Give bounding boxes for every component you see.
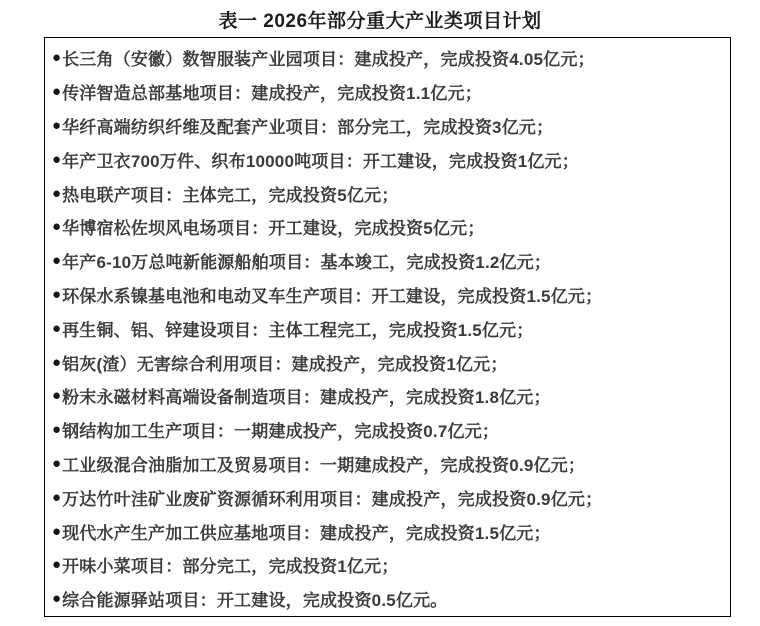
bullet-icon: ● (52, 454, 62, 472)
bullet-icon: ● (52, 522, 62, 540)
project-item (52, 582, 726, 616)
bullet-icon: ● (52, 590, 62, 608)
project-item (52, 548, 726, 582)
project-item (52, 142, 726, 176)
project-item (52, 109, 726, 143)
project-item-text: 现代水产生产加工供应基地项目：建成投产，完成投资1.5亿元； (62, 523, 551, 543)
project-item-text: 再生铜、铝、锌建设项目：主体工程完工，完成投资1.5亿元； (62, 320, 534, 340)
project-item-text: 万达竹叶洼矿业废矿资源循环利用项目：建成投产，完成投资0.9亿元； (62, 489, 603, 509)
bullet-icon: ● (52, 116, 62, 134)
bullet-icon: ● (52, 353, 62, 371)
project-item (52, 379, 726, 413)
project-item (52, 244, 726, 278)
project-item-text: 华博宿松佐坝风电场项目：开工建设，完成投资5亿元； (62, 219, 485, 239)
project-item-text: 传洋智造总部基地项目：建成投产，完成投资1.1亿元； (62, 84, 482, 104)
bullet-icon: ● (52, 556, 62, 574)
project-item (52, 278, 726, 312)
bullet-icon: ● (52, 488, 62, 506)
bullet-icon: ● (52, 285, 62, 303)
project-item-text: 开味小菜项目：部分完工，完成投资1亿元； (62, 557, 399, 577)
project-item (52, 75, 726, 109)
bullet-icon: ● (52, 150, 62, 168)
project-item-text: 年产卫衣700万件、织布10000吨项目：开工建设，完成投资1亿元； (62, 151, 579, 171)
project-item-text: 华纤高端纺织纤维及配套产业项目：部分完工，完成投资3亿元； (62, 117, 554, 137)
project-item (52, 311, 726, 345)
bullet-icon: ● (52, 83, 62, 101)
project-item (52, 41, 726, 75)
table-title: 表一 2026年部分重大产业类项目计划 (218, 11, 542, 32)
bullet-icon: ● (52, 319, 62, 337)
project-item (52, 514, 726, 548)
project-item-text: 长三角（安徽）数智服装产业园项目：建成投产，完成投资4.05亿元； (62, 50, 595, 70)
bullet-icon: ● (52, 218, 62, 236)
bullet-icon: ● (52, 184, 62, 202)
project-list-box (44, 37, 731, 617)
project-item-text: 铝灰(渣）无害综合利用项目：建成投产，完成投资1亿元； (62, 354, 508, 374)
project-item (52, 345, 726, 379)
project-item-text: 热电联产项目：主体完工，完成投资5亿元； (62, 185, 399, 205)
project-item-text: 综合能源驿站项目：开工建设，完成投资0.5亿元。 (62, 591, 448, 611)
project-item (52, 176, 726, 210)
project-item (52, 447, 726, 481)
bullet-icon: ● (52, 421, 62, 439)
project-item-text: 钢结构加工生产项目：一期建成投产，完成投资0.7亿元； (62, 422, 500, 442)
project-item-text: 环保水系镍基电池和电动叉车生产项目：开工建设，完成投资1.5亿元； (62, 286, 603, 306)
project-item (52, 480, 726, 514)
bullet-icon: ● (52, 252, 62, 270)
project-item-text: 工业级混合油脂加工及贸易项目：一期建成投产，完成投资0.9亿元； (62, 455, 586, 475)
project-item (52, 210, 726, 244)
project-item-text: 粉末永磁材料高端设备制造项目：建成投产，完成投资1.8亿元； (62, 388, 551, 408)
project-item (52, 413, 726, 447)
bullet-icon: ● (52, 387, 62, 405)
bullet-icon: ● (52, 49, 62, 67)
project-item-text: 年产6-10万总吨新能源船舶项目：基本竣工，完成投资1.2亿元； (62, 253, 552, 273)
